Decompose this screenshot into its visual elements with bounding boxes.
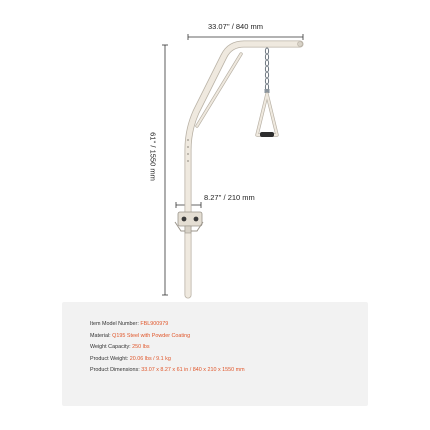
spec-weight-capacity bbox=[90, 342, 245, 354]
spec-label: Material: bbox=[90, 332, 113, 339]
spec-label: Product Dimensions: bbox=[90, 367, 142, 374]
hand-grip-icon bbox=[257, 94, 277, 137]
spec-label: Item Model Number: bbox=[90, 321, 141, 327]
spec-material bbox=[90, 331, 245, 343]
spec-value: FBL900979 bbox=[140, 321, 169, 327]
spec-list bbox=[90, 319, 245, 377]
trapeze-pole bbox=[188, 44, 300, 295]
spec-value: 250 lbs bbox=[132, 344, 150, 351]
height-dimension-line bbox=[162, 45, 168, 295]
width-dimension-label: 33.07'' / 840 mm bbox=[208, 22, 263, 31]
spec-label: Weight Capacity: bbox=[90, 344, 133, 351]
spec-product-weight bbox=[90, 354, 245, 366]
specifications-panel bbox=[62, 302, 368, 406]
spec-value: Q195 Steel with Powder Coating bbox=[112, 332, 191, 339]
spec-model-number bbox=[90, 319, 245, 331]
height-dimension-label: 61'' / 1550 mm bbox=[148, 132, 158, 181]
bed-clamp-icon bbox=[175, 212, 203, 233]
spec-value: 33.07 x 8.27 x 61 in / 840 x 210 x 1550 mm bbox=[141, 367, 245, 374]
spec-value: 20.06 lbs / 9.1 kg bbox=[129, 355, 171, 362]
width-dimension-line bbox=[188, 34, 303, 40]
chain-icon bbox=[265, 48, 270, 93]
trapeze-frame bbox=[188, 42, 303, 296]
end-cap-icon bbox=[298, 42, 303, 47]
spec-label: Product Weight: bbox=[90, 355, 130, 362]
base-dimension-label: 8.27'' / 210 mm bbox=[204, 193, 255, 202]
spec-product-dimensions bbox=[90, 365, 245, 377]
